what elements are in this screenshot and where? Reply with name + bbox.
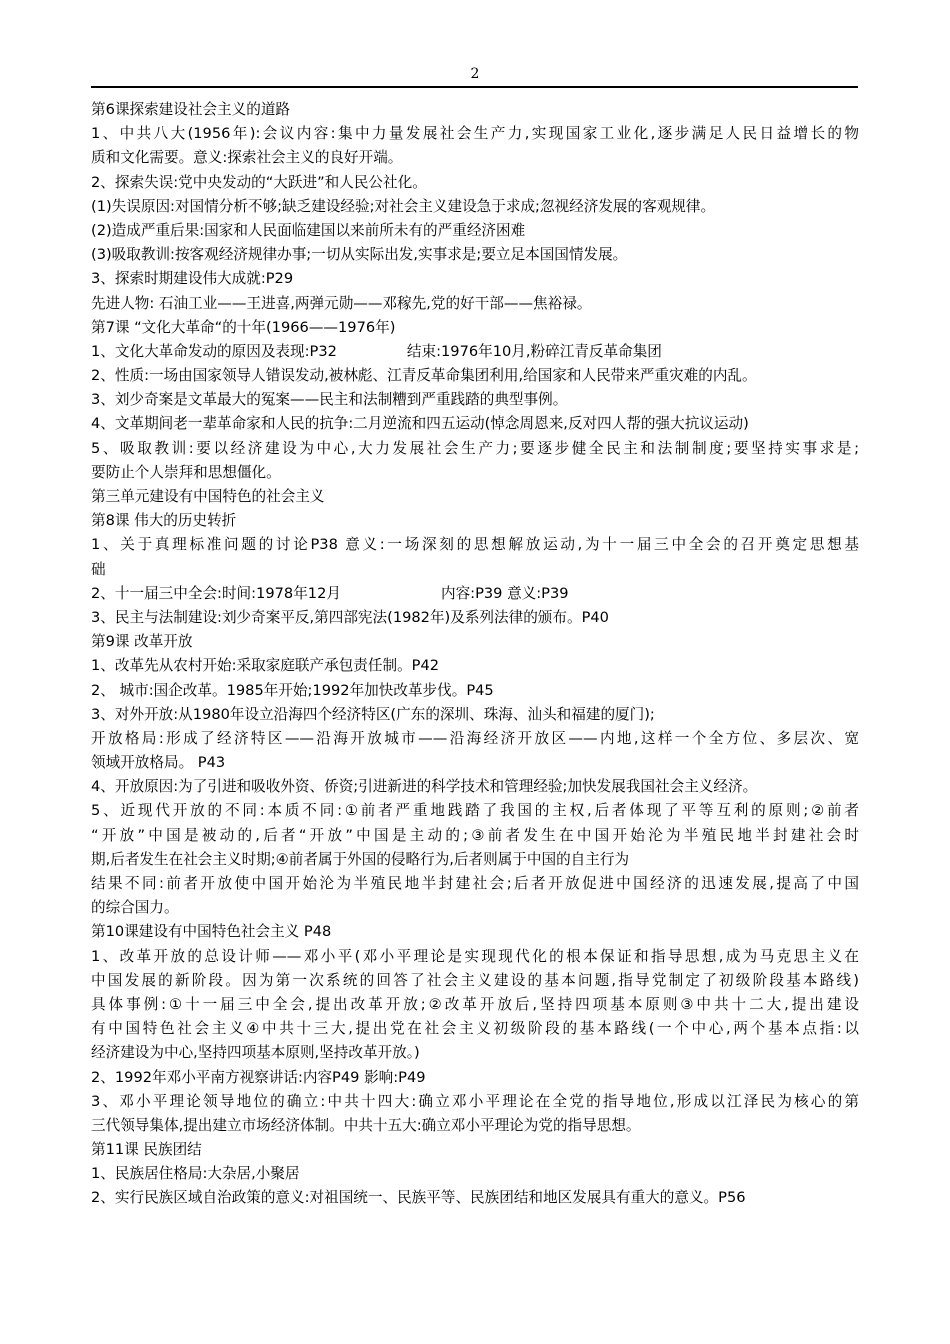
- text-line-content: (3)吸取教训:按客观经济规律办事;一切从实际出发,实事求是;要立足本国国情发展。: [91, 246, 628, 264]
- text-line-content: 第8课 伟大的历史转折: [91, 512, 237, 530]
- text-line-content: 础: [91, 560, 106, 578]
- text-line: [91, 292, 859, 316]
- text-line: [91, 437, 859, 461]
- text-line-content: 第9课 改革开放: [91, 633, 193, 651]
- text-line: [91, 98, 859, 122]
- text-line: [91, 122, 859, 146]
- text-line: [91, 267, 859, 291]
- text-line-content: 3、邓小平理论领导地位的确立:中共十四大:确立邓小平理论在全党的指导地位,形成以江泽民为核心的第: [91, 1092, 859, 1110]
- text-line: [91, 412, 859, 436]
- text-line-content: 第10课建设有中国特色社会主义 P48: [91, 923, 332, 941]
- text-line: [91, 558, 859, 582]
- text-line: [91, 316, 859, 340]
- text-line: [91, 171, 859, 195]
- text-line: [91, 848, 859, 872]
- text-line-content: 2、性质:一场由国家领导人错误发动,被林彪、江青反革命集团利用,给国家和人民带来严重灾难的内乱。: [91, 367, 757, 385]
- text-line-content: 第6课探索建设社会主义的道路: [91, 101, 291, 118]
- text-line-content: 第11课 民族团结: [91, 1141, 202, 1159]
- text-line: [91, 340, 859, 364]
- text-line-content: 3、刘少奇案是文革最大的冤案——民主和法制糟到严重践踏的典型事例。: [91, 391, 568, 409]
- text-line-continuation: 结束:1976年10月,粉碎江青反革命集团: [406, 342, 662, 360]
- text-line: [91, 582, 859, 606]
- text-line: [91, 509, 859, 533]
- text-line: [91, 606, 859, 630]
- text-line: [91, 1186, 859, 1210]
- text-line: [91, 1162, 859, 1186]
- text-line-content: 先进人物: 石油工业——王进喜,两弹元勋——邓稼先,党的好干部——焦裕禄。: [91, 294, 592, 312]
- text-line-content: 1、关于真理标准问题的讨论P38 意义:一场深刻的思想解放运动,为十一届三中全会的召开奠定思想基: [91, 536, 859, 554]
- text-line: [91, 727, 859, 751]
- text-line-content: 期,后者发生在社会主义时期;④前者属于外国的侵略行为,后者则属于中国的自主行为: [91, 850, 630, 868]
- text-line-content: “开放”中国是被动的,后者“开放”中国是主动的;③前者发生在中国开始沦为半殖民地半封建社会时: [91, 826, 859, 844]
- text-line: [91, 920, 859, 944]
- page-number: 2: [470, 66, 480, 82]
- text-line: [91, 969, 859, 993]
- text-line-content: 结果不同:前者开放使中国开始沦为半殖民地半封建社会;后者开放促进中国经济的迅速发展,提高了中国: [91, 875, 859, 892]
- text-line-content: 2、1992年邓小平南方视察讲话:内容P49 影响:P49: [91, 1068, 426, 1086]
- text-line-content: 1、改革开放的总设计师——邓小平(邓小平理论是实现现代化的根本保证和指导思想,成为马克思主义在: [91, 947, 859, 965]
- text-line-content: 5、近现代开放的不同:本质不同:①前者严重地践踏了我国的主权,后者体现了平等互利的原则;②前者: [91, 802, 859, 820]
- text-line-content: 2、 城市:国企改革。1985年开始;1992年加快改革步伐。P45: [91, 681, 494, 699]
- text-line-content: 第三单元建设有中国特色的社会主义: [91, 488, 325, 505]
- text-line: [91, 1017, 859, 1041]
- text-line-content: 3、探索时期建设伟大成就:P29: [91, 270, 294, 288]
- text-line: [91, 824, 859, 848]
- text-line-content: 具体事例:①十一届三中全会,提出改革开放;②改革开放后,坚持四项基本原则③中共十二大,提出建设: [91, 995, 859, 1013]
- text-line-content: 中国发展的新阶段。因为第一次系统的回答了社会主义建设的基本问题,指导党制定了初级阶段基本路线): [91, 971, 859, 989]
- text-line-content: 三代领导集体,提出建立市场经济体制。中共十五大:确立邓小平理论为党的指导思想。: [91, 1116, 641, 1134]
- text-line: [91, 703, 859, 727]
- text-line: [91, 799, 859, 823]
- text-line-content: 有中国特色社会主义④中共十三大,提出党在社会主义初级阶段的基本路线(一个中心,两个基本点指:以: [91, 1020, 859, 1038]
- text-line-content: 要防止个人崇拜和思想僵化。: [91, 463, 281, 481]
- text-line: [91, 243, 859, 267]
- header-rule: [91, 86, 858, 88]
- text-line-content: 质和文化需要。意义:探索社会主义的良好开端。: [91, 149, 403, 167]
- text-line-content: 1、改革先从农村开始:采取家庭联产承包责任制。P42: [91, 657, 440, 675]
- text-line: [91, 364, 859, 388]
- text-line: [91, 945, 859, 969]
- text-line-content: 1、文化大革命发动的原因及表现:P32: [91, 342, 337, 360]
- text-line: [91, 654, 859, 678]
- text-line-content: (1)失误原因:对国情分析不够;缺乏建设经验;对社会主义建设急于求成;忽视经济发展的客观规律。: [91, 197, 716, 215]
- text-line: [91, 630, 859, 654]
- text-line-continuation: 内容:P39 意义:P39: [440, 584, 569, 602]
- text-line-content: 1、中共八大(1956年):会议内容:集中力量发展社会生产力,实现国家工业化,逐步满足人民日益增长的物: [91, 125, 859, 143]
- text-line: [91, 1138, 859, 1162]
- text-line: [91, 146, 859, 170]
- text-line: [91, 1066, 859, 1090]
- text-line-content: 2、探索失误:党中央发动的“大跃进”和人民公社化。: [91, 173, 427, 191]
- text-line: [91, 533, 859, 557]
- text-line-content: 5、吸取教训:要以经济建设为中心,大力发展社会生产力;要逐步健全民主和法制制度;要坚持实事求是;: [91, 439, 859, 457]
- text-line-content: 开放格局:形成了经济特区——沿海开放城市——沿海经济开放区——内地,这样一个全方位、多层次、宽: [91, 729, 859, 747]
- text-line: [91, 1114, 859, 1138]
- text-line-content: 2、十一届三中全会:时间:1978年12月: [91, 584, 341, 602]
- text-line: [91, 388, 859, 412]
- document-body: [91, 98, 859, 1211]
- text-line-content: 领域开放格局。 P43: [91, 754, 226, 772]
- text-line: [91, 485, 859, 509]
- text-line-content: 经济建设为中心,坚持四项基本原则,坚持改革开放。): [91, 1044, 420, 1062]
- text-line: [91, 993, 859, 1017]
- text-line: [91, 1090, 859, 1114]
- text-line-content: 1、民族居住格局:大杂居,小聚居: [91, 1165, 300, 1183]
- text-line-content: 2、实行民族区域自治政策的意义:对祖国统一、民族平等、民族团结和地区发展具有重大的意义。P56: [91, 1189, 746, 1207]
- text-line: [91, 775, 859, 799]
- text-line-content: 3、对外开放:从1980年设立沿海四个经济特区(广东的深圳、珠海、汕头和福建的厦门);: [91, 705, 655, 723]
- text-line: [91, 1041, 859, 1065]
- text-line-content: 3、民主与法制建设:刘少奇案平反,第四部宪法(1982年)及系列法律的颁布。P40: [91, 608, 609, 626]
- text-line: [91, 195, 859, 219]
- text-line-content: 4、文革期间老一辈革命家和人民的抗争:二月逆流和四五运动(悼念周恩来,反对四人帮的强大抗议运动): [91, 415, 749, 433]
- text-line: [91, 872, 859, 896]
- text-line: [91, 679, 859, 703]
- text-line-content: (2)造成严重后果:国家和人民面临建国以来前所未有的严重经济困难: [91, 221, 526, 239]
- text-line-content: 第7课 “文化大革命“的十年(1966——1976年): [91, 318, 396, 336]
- text-line-content: 的综合国力。: [91, 899, 179, 917]
- text-line: [91, 751, 859, 775]
- text-line: [91, 219, 859, 243]
- text-line-content: 4、开放原因:为了引进和吸收外资、侨资;引进新进的科学技术和管理经验;加快发展我国社会主义经济。: [91, 778, 758, 796]
- text-line: [91, 896, 859, 920]
- text-line: [91, 461, 859, 485]
